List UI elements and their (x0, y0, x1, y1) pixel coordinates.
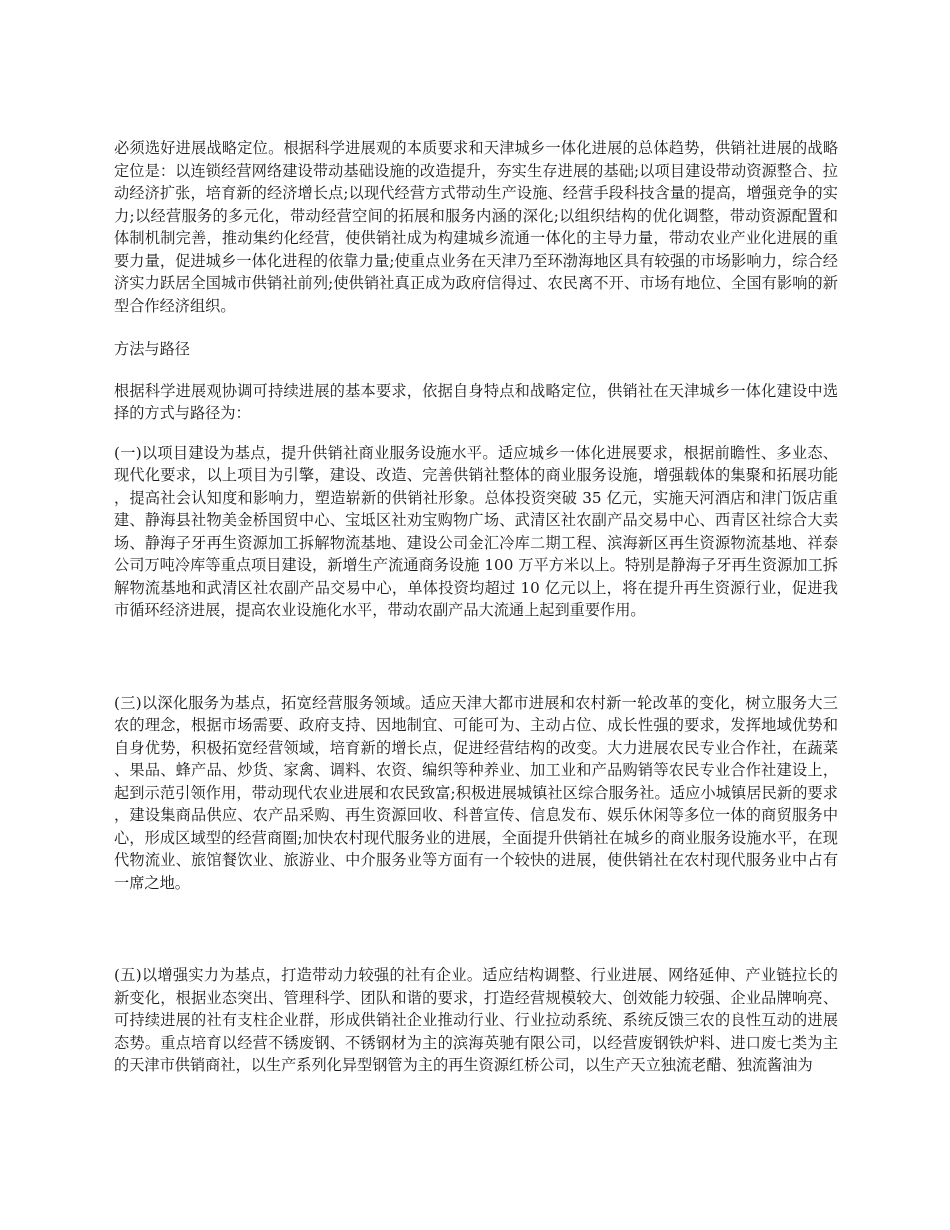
paragraph-item-one: (一)以项目建设为基点，提升供销社商业服务设施水平。适应城乡一体化进展要求，根据前瞻性、多业态、现代化要求，以上项目为引擎，建设、改造、完善供销社整体的商业服务设施，增强载体的集聚和拓展功能，提高社会认知度和影响力，塑造崭新的供销社形象。总体投资突破 35 亿元，实施天河酒店和津门饭店重建、静海县社物美金桥国贸中心、宝坻区社劝宝购物广场、武清区社农副产品交易中心、西青区社综合大卖场、静海子牙再生资源加工拆解物流基地、建设公司金汇冷库二期工程、滨海新区再生资源物流基地、祥泰公司万吨冷库等重点项目建设，新增生产流通商务设施 100 万平方米以上。特别是静海子牙再生资源加工拆解物流基地和武清区社农副产品交易中心，单体投资均超过 10 亿元以上，将在提升再生资源行业，促进我市循环经济进展，提高农业设施化水平，带动农副产品大流通上起到重要作用。 (114, 443, 838, 619)
paragraph-item-three: (三)以深化服务为基点，拓宽经营服务领域。适应天津大都市进展和农村新一轮改革的变化，树立服务大三农的理念，根据市场需要、政府支持、因地制宜、可能可为、主动占位、成长性强的要求，发挥地域优势和自身优势，积极拓宽经营领域，培育新的增长点，促进经营结构的改变。大力进展农民专业合作社，在蔬菜、果品、蜂产品、炒货、家禽、调料、农资、编织等种养业、加工业和产品购销等农民专业合作社建设上，起到示范引领作用，带动现代农业进展和农民致富;积极进展城镇社区综合服务社。适应小城镇居民新的要求，建设集商品供应、农产品采购、再生资源回收、科普宣传、信息发布、娱乐休闲等多位一体的商贸服务中心，形成区域型的经营商圈;加快农村现代服务业的进展，全面提升供销社在城乡的商业服务设施水平，在现代物流业、旅馆餐饮业、旅游业、中介服务业等方面有一个较快的进展，使供销社在农村现代服务业中占有一席之地。 (114, 693, 838, 892)
paragraph-strategic-positioning: 必须选好进展战略定位。根据科学进展观的本质要求和天津城乡一体化进展的总体趋势，供销社进展的战略定位是：以连锁经营网络建设带动基础设施的改造提升，夯实生存进展的基础;以项目建设带动资源整合、拉动经济扩张，培育新的经济增长点;以现代经营方式带动生产设施、经营手段科技含量的提高，增强竞争的实力;以经营服务的多元化，带动经营空间的拓展和服务内涵的深化;以组织结构的优化调整，带动资源配置和体制机制完善，推动集约化经营，使供销社成为构建城乡流通一体化的主导力量，带动农业产业化进展的重要力量，促进城乡一体化进程的依靠力量;使重点业务在天津乃至环渤海地区具有较强的市场影响力，综合经济实力跃居全国城市供销社前列;使供销社真正成为政府信得过、农民离不开、市场有地位、全国有影响的新型合作经济组织。 (114, 139, 838, 315)
paragraph-item-five: (五)以增强实力为基点，打造带动力较强的社有企业。适应结构调整、行业进展、网络延伸、产业链拉长的新变化，根据业态突出、管理科学、团队和谐的要求，打造经营规模较大、创效能力较强、企业品牌响亮、可持续进展的社有支柱企业群，形成供销社企业推动行业、行业拉动系统、系统反馈三农的良性互动的进展态势。重点培育以经营不锈废钢、不锈钢材为主的滨海英驰有限公司，以经营废钢铁炉料、进口废七类为主的天津市供销商社，以生产系列化异型钢管为主的再生资源红桥公司，以生产天立独流老醋、独流酱油为 (114, 966, 838, 1074)
paragraph-methods-intro: 根据科学进展观协调可持续进展的基本要求，依据自身特点和战略定位，供销社在天津城乡一体化建设中选择的方式与路径为： (114, 381, 838, 422)
document-body (114, 137, 838, 1077)
section-heading-methods: 方法与路径 (114, 340, 190, 358)
